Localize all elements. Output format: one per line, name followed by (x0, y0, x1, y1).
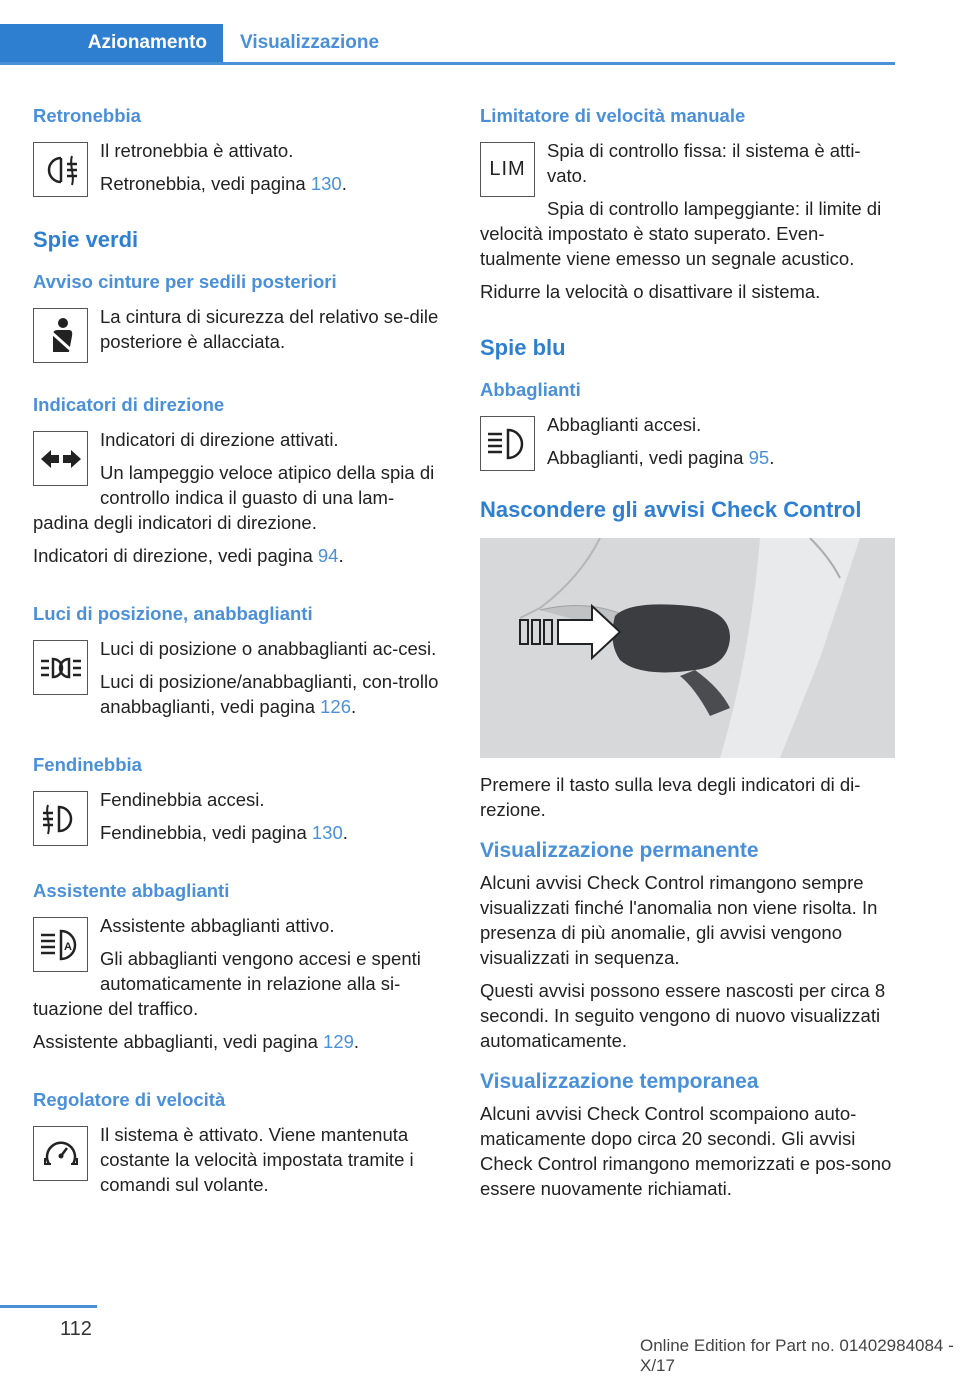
text-ref (33, 669, 443, 719)
entry-indicatori (33, 427, 443, 576)
entry-assistente (33, 913, 443, 1062)
entry-cinture (33, 304, 443, 367)
section-title-cinture: Avviso cinture per sedili posteriori (33, 271, 337, 292)
section-title-temporanea: Visualizzazione temporanea (480, 1070, 759, 1093)
ref-label: Fendinebbia, vedi pagina (100, 822, 312, 843)
ref-dot: . (769, 447, 775, 468)
section-title-spie-blu: Spie blu (480, 335, 566, 360)
text: Indicatori di direzione attivati. (100, 429, 339, 450)
page-link-95[interactable]: 95 (748, 447, 770, 468)
text: Fendinebbia accesi. (100, 789, 265, 810)
footer-divider (0, 1305, 97, 1308)
text-ref (33, 1029, 443, 1054)
tab-azionamento[interactable]: Azionamento (0, 24, 223, 62)
section-title-limitatore: Limitatore di velocità manuale (480, 105, 746, 126)
parking-lights-icon (33, 640, 88, 695)
text: Alcuni avvisi Check Control rimangono sempre visualizzati finché l'anomalia non viene risolta. In presenza di più anomalie, gli avvisi vengono visualizzati in sequenza. (480, 872, 878, 968)
ref-label: Luci di posizione/anabbaglianti, con‐trollo anabbaglianti, vedi pagina (100, 671, 439, 717)
turn-signal-icon (33, 431, 88, 486)
text: Gli abbaglianti vengono accesi e spenti automaticamente in relazione alla si‐tuazione del traffico. (33, 948, 421, 1019)
ref-label: Indicatori di direzione, vedi pagina (33, 545, 318, 566)
entry-fendinebbia (33, 787, 443, 853)
text: Un lampeggio veloce atipico della spia di controllo indica il guasto di una lam‐padina degli indicatori di direzione. (33, 462, 435, 533)
ref-dot: . (353, 1031, 360, 1052)
entry-retronebbia (33, 138, 443, 204)
speed-limiter-icon: LIM (480, 142, 535, 197)
page-link-130[interactable]: 130 (311, 822, 343, 843)
page-link-129[interactable]: 129 (323, 1031, 354, 1052)
seatbelt-icon (33, 308, 88, 363)
entry-abbaglianti (480, 412, 895, 478)
text: Assistente abbaglianti attivo. (100, 915, 335, 936)
section-title-luci: Luci di posizione, anabbaglianti (33, 603, 313, 624)
text-ref (480, 445, 895, 470)
section-title-fendinebbia: Fendinebbia (33, 754, 142, 775)
text: Questi avvisi possono essere nascosti per circa 8 secondi. In seguito vengono di nuovo visualizzati automaticamente. (480, 980, 886, 1051)
text: Il retronebbia è attivato. (100, 140, 294, 161)
section-title-assistente: Assistente abbaglianti (33, 880, 230, 901)
page-link-94[interactable]: 94 (317, 545, 339, 566)
section-title-regolatore: Regolatore di velocità (33, 1089, 226, 1110)
text: Ridurre la velocità o disattivare il sistema. (480, 281, 821, 302)
ref-label: Retronebbia, vedi pagina (100, 173, 311, 194)
text: Alcuni avvisi Check Control scompaiono auto‐maticamente dopo circa 20 secondi. Gli avvisi Check Control rimangono memorizzati e pos‐sono essere nuovamente richiamati. (480, 1103, 892, 1199)
cruise-control-icon (33, 1126, 88, 1181)
tab-visualizzazione[interactable]: Visualizzazione (240, 32, 380, 53)
text-ref (33, 820, 443, 845)
svg-text:A: A (63, 940, 72, 953)
section-title-indicatori: Indicatori di direzione (33, 394, 225, 415)
ref-dot: . (341, 173, 347, 194)
entry-limitatore (480, 138, 895, 312)
text: Il sistema è attivato. Viene mantenuta costante la velocità impostata tramite i comandi sul volante. (100, 1124, 414, 1195)
photo-caption: Premere il tasto sulla leva degli indicatori di di‐rezione. (480, 774, 861, 820)
text-ref (33, 171, 443, 196)
turn-signal-lever-photo (480, 538, 895, 758)
ref-dot: . (338, 545, 344, 566)
ref-dot: . (342, 822, 348, 843)
left-column (33, 104, 443, 1205)
text: Abbaglianti accesi. (547, 414, 702, 435)
section-title-permanente: Visualizzazione permanente (480, 839, 759, 862)
ref-dot: . (351, 696, 357, 717)
high-beam-assist-icon (33, 917, 88, 972)
page-link-126[interactable]: 126 (320, 696, 351, 717)
section-title-spie-verdi: Spie verdi (33, 227, 139, 252)
section-title-retronebbia: Retronebbia (33, 105, 141, 126)
page-number: 112 (60, 1318, 92, 1340)
edition-note: Online Edition for Part no. 01402984084 - X/17 (640, 1336, 954, 1375)
high-beam-icon (480, 416, 535, 471)
ref-label: Assistente abbaglianti, vedi pagina (33, 1031, 324, 1052)
front-fog-light-icon (33, 791, 88, 846)
rear-fog-light-icon (33, 142, 88, 197)
text: Luci di posizione o anabbaglianti ac‐cesi. (100, 638, 437, 659)
entry-regolatore (33, 1122, 443, 1205)
header-tabbar (0, 24, 895, 65)
ref-label: Abbaglianti, vedi pagina (547, 447, 749, 468)
text: La cintura di sicurezza del relativo se‐dile posteriore è allacciata. (100, 306, 439, 352)
text: Spia di controllo fissa: il sistema è atti‐vato. (547, 140, 861, 186)
section-title-nascondere: Nascondere gli avvisi Check Control (480, 497, 862, 522)
text: Spia di controllo lampeggiante: il limite di velocità impostato è stato superato. Even‐tualmente viene emesso un segnale acustico. (480, 198, 882, 269)
right-column (480, 104, 895, 1209)
entry-luci (33, 636, 443, 727)
text-ref (33, 543, 443, 568)
section-title-abbaglianti: Abbaglianti (480, 379, 581, 400)
page-link-130[interactable]: 130 (310, 173, 342, 194)
